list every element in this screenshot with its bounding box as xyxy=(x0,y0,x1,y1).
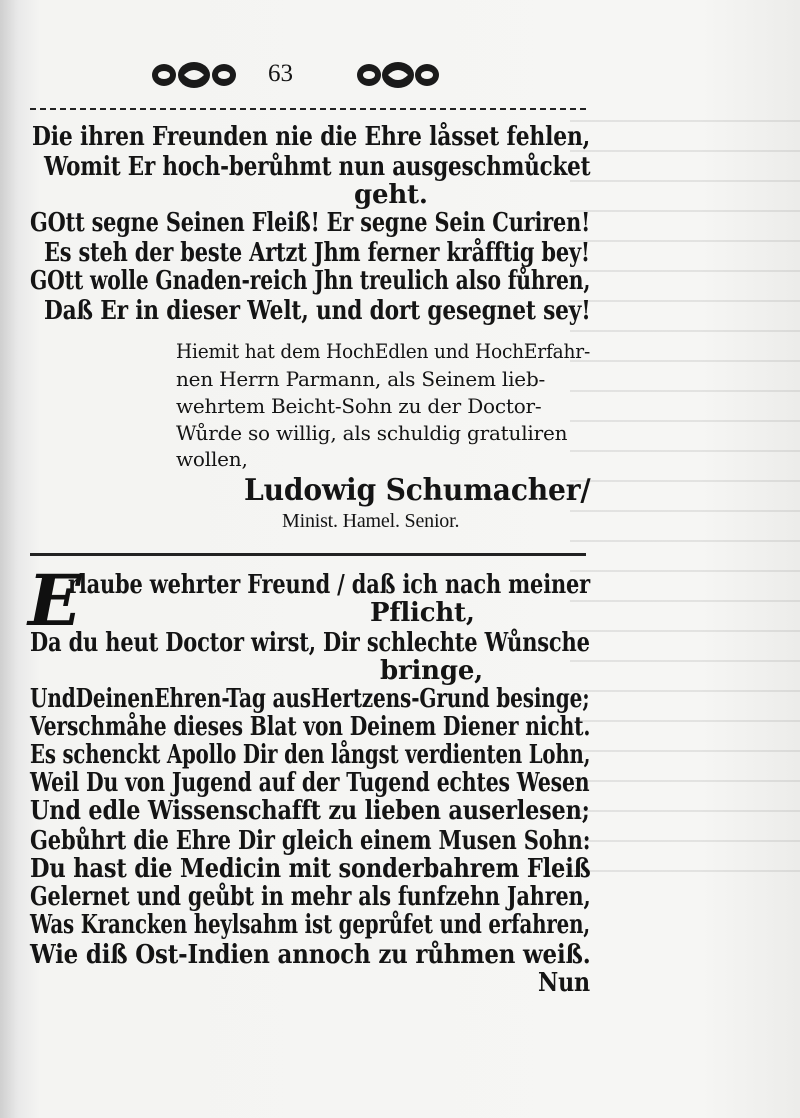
dedication-line-5: wollen, xyxy=(176,447,248,471)
poem1-line-4: GOtt segne Seinen Fleiß! Er segne Sein Curiren! xyxy=(30,208,591,238)
poem2-line-5: UndDeinenEhren-Tag ausHertzens-Grund besinge; xyxy=(30,684,590,714)
poem1-line-6: GOtt wolle Gnaden-reich Jhn treulich also fůhren, xyxy=(30,266,591,296)
section-rule xyxy=(30,553,586,556)
page-number: 63 xyxy=(268,60,293,87)
dedication-line-3: wehrtem Beicht-Sohn zu der Doctor- xyxy=(176,394,542,418)
poem1-line-3: geht. xyxy=(354,180,428,210)
poem2-line-13: Was Krancken heylsahm ist geprůfet und erfahren, xyxy=(30,910,591,940)
poem2-line-12: Gelernet und geůbt in mehr als funfzehn Jahren, xyxy=(30,882,591,912)
poem2-line-4: bringe, xyxy=(380,656,484,686)
catchword: Nun xyxy=(538,968,590,998)
poem2-line-7: Es schenckt Apollo Dir den långst verdienten Lohn, xyxy=(30,740,591,770)
poem1-line-5: Es steh der beste Artzt Jhm ferner kråfftig bey! xyxy=(44,238,590,268)
drop-capital: E xyxy=(28,559,82,642)
dedication-line-1: Hiemit hat dem HochEdlen und HochErfahr- xyxy=(176,339,591,363)
signature: Ludowig Schumacher/ xyxy=(244,473,591,508)
dedication-line-2: nen Herrn Parmann, als Seinem lieb- xyxy=(176,367,546,391)
poem2-line-10: Gebůhrt die Ehre Dir gleich einem Musen Sohn: xyxy=(30,826,591,856)
poem2-line-14: Wie diß Ost-Indien annoch zu růhmen weiß. xyxy=(30,940,591,970)
printer-ornament-right-icon xyxy=(355,58,441,92)
dedication-line-4: Wůrde so willig, als schuldig gratuliren xyxy=(176,421,568,445)
poem2-line-6: Verschmåhe dieses Blat von Deinem Diener nicht. xyxy=(30,712,591,742)
poem2-line-2: Pflicht, xyxy=(370,598,475,628)
bleed-through-shadow xyxy=(570,120,800,880)
poem2-line-1: rlaube wehrter Freund / daß ich nach meiner xyxy=(68,570,591,600)
poem2-line-3: Da du heut Doctor wirst, Dir schlechte Wůnsche xyxy=(30,628,590,658)
header-rule xyxy=(30,108,586,110)
poem2-line-8: Weil Du von Jugend auf der Tugend echtes Wesen xyxy=(30,768,590,798)
poem2-line-9: Und edle Wissenschafft zu lieben auserlesen; xyxy=(30,796,590,826)
signature-role: Minist. Hamel. Senior. xyxy=(282,510,460,532)
poem1-line-2: Womit Er hoch-berůhmt nun ausgeschmůcket xyxy=(44,152,591,182)
poem1-line-1: Die ihren Freunden nie die Ehre låsset fehlen, xyxy=(32,122,591,152)
printer-ornament-left-icon xyxy=(150,58,238,92)
poem2-line-11: Du hast die Medicin mit sonderbahrem Fleiß xyxy=(30,854,591,884)
poem1-line-7: Daß Er in dieser Welt, und dort gesegnet sey! xyxy=(44,296,591,326)
